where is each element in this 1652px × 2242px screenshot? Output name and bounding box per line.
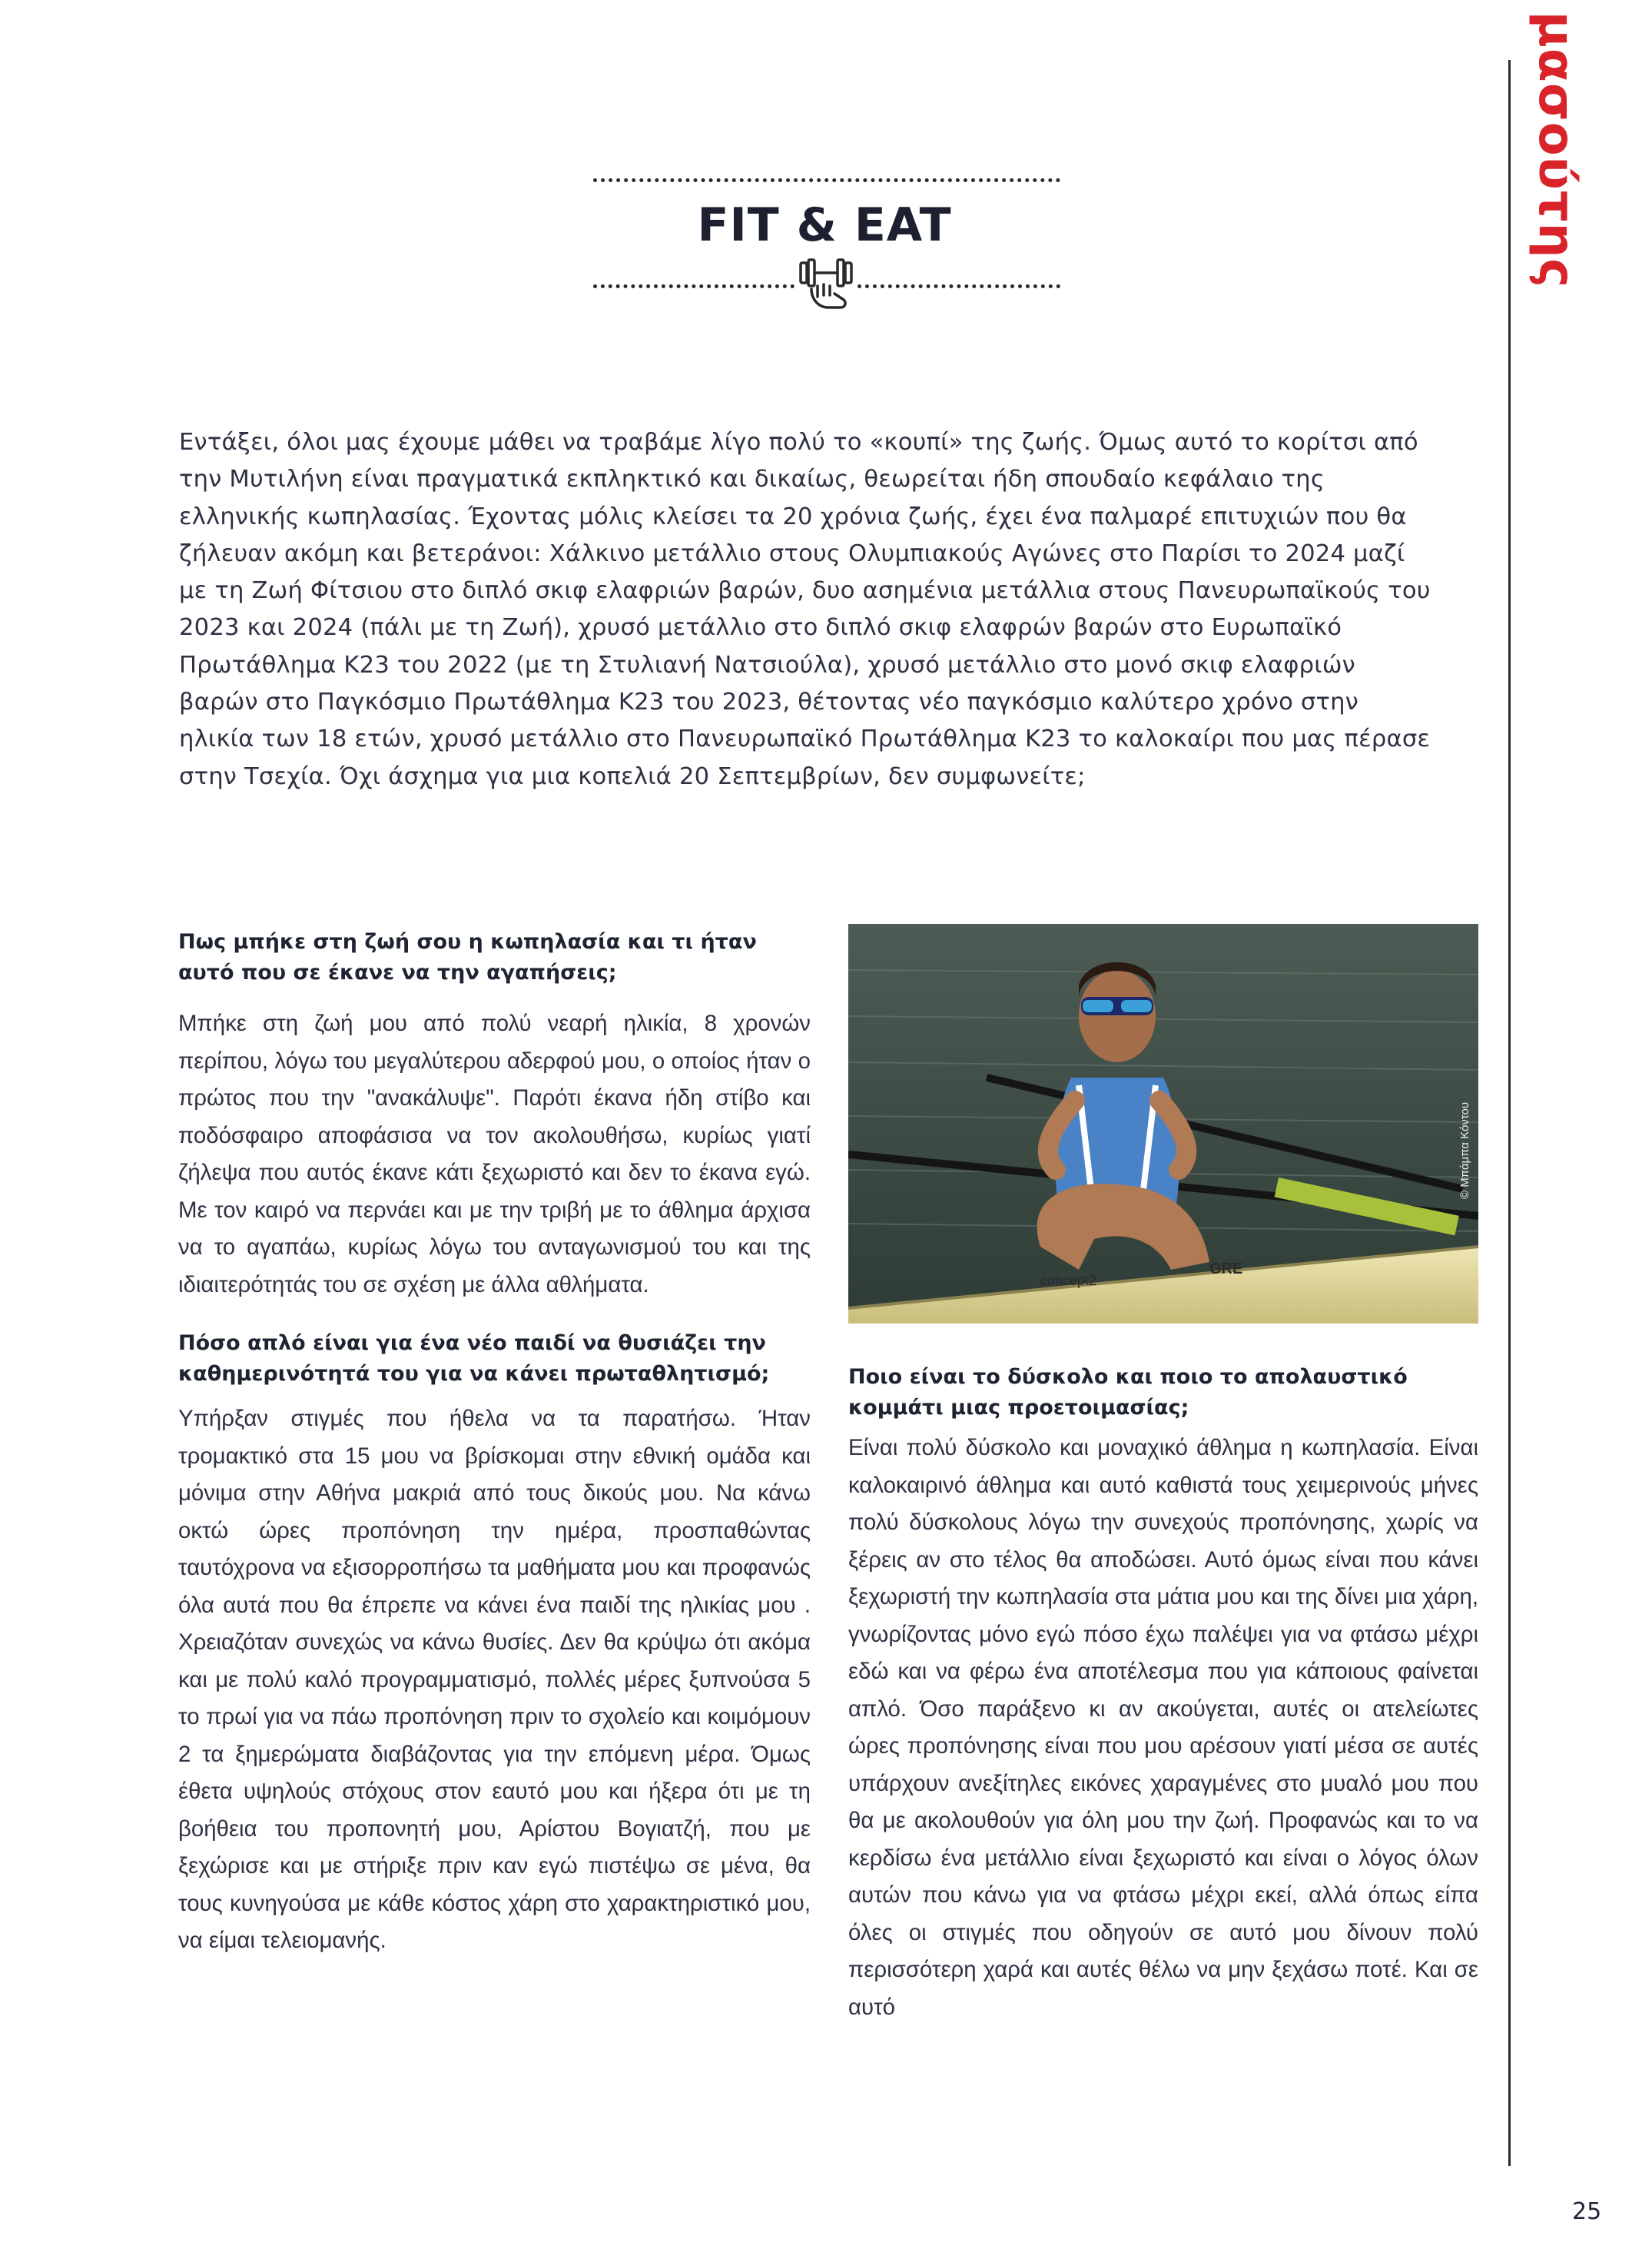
page-number: 25 xyxy=(1572,2198,1602,2225)
rower-photo xyxy=(848,924,1478,1324)
section-title: FIT & EAT xyxy=(697,198,952,252)
left-column xyxy=(178,927,811,1960)
boat-label-concept2: concept2 xyxy=(1040,1273,1097,1288)
answer-2: Υπήρξαν στιγμές που ήθελα να τα παρατήσω. Ήταν τρομακτικό στα 15 μου να βρίσκομαι στην εθνική ομάδα και μόνιμα στην Αθήνα μακριά από τους δικούς μου. Να κάνω οκτώ ώρες προπόνηση την ημέρα, προσπαθώντας ταυτόχρονα να εξισορροπήσω τα μαθήματα μου και προφανώς όλα αυτά που θα έπρεπε να κάνει ένα παιδί της ηλικίας μου . Χρειαζόταν συνεχώς να κάνω θυσίες. Δεν θα κρύψω ότι ακόμα και με πολύ καλό προγραμματισμό, πολλές μέρες ξυπνούσα 5 το πρωί για να πάω προπόνηση πριν το σχολείο και κοιμόμουν 2 τα ξημερώματα διαβάζοντας για την επόμενη μέρα. Όμως έθετα υψηλούς στόχους στον εαυτό μου και ήξερα ότι με τη βοήθεια του προπονητή μου, Αρίστου Βογιατζή, που με ξεχώρισε και με στήριξε πριν καν εγώ πιστέψω σε μένα, θα τους κυνηγούσα με κάθε κόστος χάρη στο χαρακτηριστικό μου, να είμαι τελειομανής. xyxy=(178,1406,811,1953)
brand-logo: μασούτης xyxy=(1528,11,1584,289)
photo-credit: © Μπάμπα Κόντου xyxy=(1458,1101,1471,1199)
question-3: Ποιο είναι το δύσκολο και ποιο το απολαυστικό κομμάτι μιας προετοιμασίας; xyxy=(848,1365,1408,1420)
boat-label-gre: GRE xyxy=(1209,1261,1243,1277)
brand-divider xyxy=(1508,60,1511,2166)
answer-3: Είναι πολύ δύσκολο και μοναχικό άθλημα η κωπηλασία. Είναι καλοκαιρινό άθλημα και αυτό καθιστά τους χειμερινούς μήνες πολύ δύσκολους λόγω την συνεχούς προπόνησης, χωρίς να ξέρεις αν στο τέλος θα αποδώσει. Αυτό όμως είναι που κάνει ξεχωριστή την κωπηλασία στα μάτια μου και της δίνει μια χάρη, γνωρίζοντας μόνο εγώ πόσο έχω παλέψει για να φτάσω μέχρι εδώ και να φέρω ένα αποτέλεσμα που για κάποιους φαίνεται απλό. Όσο παράξενο κι αν ακούγεται, αυτές οι ατελείωτες ώρες προπόνησης είναι που μου αρέσουν γιατί μέσα σε αυτές υπάρχουν ανεξίτηλες εικόνες χαραγμένες στο μυαλό μου που θα με ακολουθούν για όλη μου την ζωή. Προφανώς και το να κερδίσω ένα μετάλλιο είναι ξεχωριστό και είναι ο λόγος όλων αυτών που κάνω για να φτάσω μέχρι εκεί, αλλά όπως είπα όλες οι στιγμές που οδηγούν σε αυτό μου δίνουν πολύ περισσότερη χαρά και αυτές θέλω να μην ξεχάσω ποτέ. Και σε αυτό xyxy=(848,1435,1478,2020)
answer-1: Μπήκε στη ζωή μου από πολύ νεαρή ηλικία, 8 χρονών περίπου, λόγω του μεγαλύτερου αδερφού μου, ο οποίος ήταν ο πρώτος που την "ανακάλυψε". Παρότι έκανα ήδη στίβο και ποδόσφαιρο αποφάσισα να τον ακολουθήσω, κυρίως γιατί ζήλεψα που αυτός έκανε κάτι ξεχωριστό και δεν το έκανα εγώ. Με τον καιρό να περνάει και με την τριβή με το άθλημα άρχισα να το αγαπάω, κυρίως λόγω του ανταγωνισμού του και της ιδιαιτερότητάς του σε σχέση με άλλα αθλήματα. xyxy=(178,1011,811,1297)
question-2: Πόσο απλό είναι για ένα νέο παιδί να θυσιάζει την καθημερινότητά του για να κάνει πρωταθλητισμό; xyxy=(178,1331,770,1386)
right-column xyxy=(848,1362,1478,2026)
question-1: Πως μπήκε στη ζωή σου η κωπηλασία και τι ήταν αυτό που σε έκανε να την αγαπήσεις; xyxy=(178,930,757,985)
header-dotted-rule-right xyxy=(858,284,1060,288)
header-dotted-rule-top xyxy=(593,178,1060,182)
header-dotted-rule-left xyxy=(593,284,794,288)
intro-paragraph: Εντάξει, όλοι μας έχουμε μάθει να τραβάμε λίγο πολύ το «κουπί» της ζωής. Όμως αυτό το κορίτσι από την Μυτιλήνη είναι πραγματικά εκπληκτικό και δικαίως, θεωρείται ήδη σπουδαίο κεφάλαιο της ελληνικής κωπηλασίας. Έχοντας μόλις κλείσει τα 20 χρόνια ζωής, έχει ένα παλμαρέ επιτυχιών που θα ζήλευαν ακόμη και βετεράνοι: Χάλκινο μετάλλιο στους Ολυμπιακούς Αγώνες στο Παρίσι το 2024 μαζί με τη Ζωή Φίτσιου στο διπλό σκιφ ελαφριών βαρών, δυο ασημένια μετάλλια στους Πανευρωπαϊκούς του 2023 και 2024 (πάλι με τη Ζωή), χρυσό μετάλλιο στο διπλό σκιφ ελαφρών βαρών στο Ευρωπαϊκό Πρωτάθλημα Κ23 του 2022 (με τη Στυλιανή Νατσιούλα), χρυσό μετάλλιο στο μονό σκιφ ελαφριών βαρών στο Παγκόσμιο Πρωτάθλημα Κ23 του 2023, θέτοντας νέο παγκόσμιο καλύτερο χρόνο στην ηλικία των 18 ετών, χρυσό μετάλλιο στο Πανευρωπαϊκό Πρωτάθλημα Κ23 το καλοκαίρι που μας πέρασε στην Τσεχία. Όχι άσχημα για μια κοπελιά 20 Σεπτεμβρίων, δεν συμφωνείτε; xyxy=(179,429,1431,790)
dumbbell-hand-icon xyxy=(796,258,856,312)
